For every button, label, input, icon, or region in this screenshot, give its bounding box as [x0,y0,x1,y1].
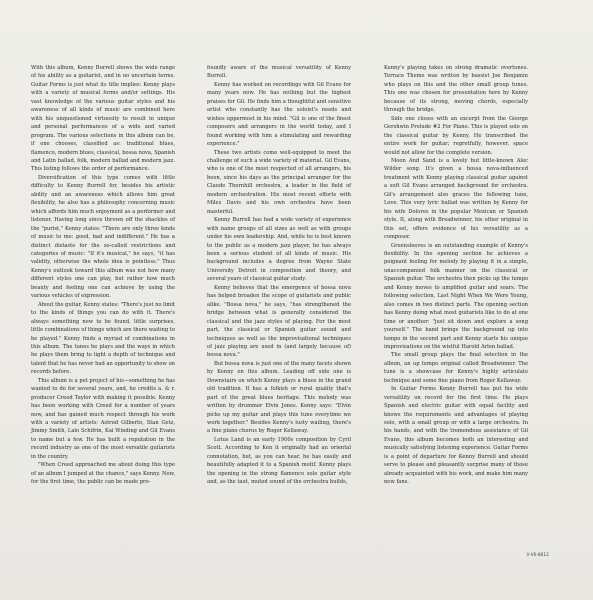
paragraph: Kenny's playing takes on strong dramatic overtones. Terrace Theme was written by bassist Joe Benjamin who plays on this and the other small group tunes. This one was chosen for presentation here by Kenny because of its strong, moving chords, especially through the bridge. [384,65,528,114]
text-column-3 [384,64,528,487]
paragraph: These two artists come well-equipped to meet the challenge of such a wide variety of material. Gil Evans, who is one of the most respected of all arrangers, his been, since his days as the principal arranger for the Claude Thornhill orchestra, a leader in the field of modern orchestration. His most recent efforts with Miles Davis and his own orchestra have been masterful. [207,149,351,215]
paragraph: foundly aware of the musical versatility of Kenny Burrell. [207,65,351,80]
text-column-2 [207,64,351,487]
paragraph: Moon And Sand is a lovely but little-known Alec Wilder song. It's given a bossa nova-influenced treatment with Kenny playing classical guitar against a soft Gil Evans arranged background for orchestra. Gil's arrangement also graces the following tune, Love. This very lyric ballad was written by Kenny for his wife Dolores in the popular Mexican or Spanish style. It, along with Breadwinner, his other original in this set, offers evidence of his versatility as a composer. [384,157,528,241]
paragraph: Kenny believes that the emergence of bossa nova has helped broaden the scope of guitarists and public alike. "Bossa nova," he says, "has strengthened the bridge between what is generally considered the classical and the jazz styles of playing. For the most part, the classical or Spanish guitar sound and techniques as well as the improvisational techniques of jazz playing are used in (and largely because of) bossa nova." [207,284,351,359]
paragraph: Lotus Land is an early 1900s composition by Cyril Scott. According to Ken it originally had an oriental connotation, but, as you can hear, he has easily and beautifully adapted it to a Spanish motif. Kenny plays the opening in the strong flamenco solo guitar style and, as the taut, muted sound of the orchestra builds, [207,436,351,486]
paragraph: The small group plays the final selection in the album, an up tempo original called Breadwinner. The tune is a showcase for Kenny's highly articulate technique and some fine piano from Roger Kellaway. [384,352,528,384]
text-column-1 [31,64,175,487]
paragraph: "When Creed approached me about doing this type of an album I jumped at the chance," says Kenny. Now, for the first time, the public can be made pro- [31,462,175,486]
paragraph: But bossa nova is just one of the many facets shown by Kenny on this album. Leading off side one is Downstairs on which Kenny plays a blues in the grand old tradition. It has a folkish or rural quality that's part of the great blues heritage. This melody was written by drummer Elvin Jones. Kenny says: "Elvin picks up my guitar and plays this tune everytime we work together." Besides Kenny's lusty wailing, there's a fine piano chorus by Roger Kellaway. [207,360,351,435]
paragraph: Greensleeves is an outstanding example of Kenny's flexibility. In the opening section he achieves a poignant feeling for melody by playing it in a simple, unaccompanied folk manner on the classical or Spanish guitar. The orchestra then picks up the tempo and Kenny moves to amplified guitar and soars. The following selection, Last Night When We Were Young, also comes in two distinct parts. The opening section has Kenny doing what most guitarists like to do at one time or another: "just sit down and explore a song yourself." The band brings the background up into tempo in the second part and Kenny starts his unique improvisations on the wistful Harold Arlen ballad. [384,242,528,350]
paragraph: About the guitar, Kenny states: "There's just no limit to the kinds of things you can do with it. There's always something new to be found, little surprises, little combinations of things which are there waiting to be played." Kenny finds a myriad of combinations in this album. The tunes he plays and the ways in which he plays them bring to light a depth of technique and talent that he has never had an opportunity to show on records before. [31,301,175,376]
catalog-number: V-V6-8612 [526,552,549,557]
paragraph: In Guitar Forms Kenny Burrell has put his wide versatility on record for the first time. He plays Spanish and electric guitar with equal facility and knows the requirements and advantages of playing solo, with a small group or with a large orchestra. In his hands, and with the tremendous assistance of Gil Evans, this album becomes both an interesting and musically satisfying listening experience. Guitar Forms is a point of departure for Kenny Burrell and should serve to please and pleasantly surprise many of those already acquainted with his work, and make him many new fans. [384,386,528,486]
paragraph: Side one closes with an excerpt from the George Gershwin Prelude #2 For Piano. This is played solo on the classical guitar by Kenny. He transcribed the entire work for guitar; regretfully, however, space would not allow for the complete version. [384,115,528,156]
paragraph: This album is a pet project of his—something he has wanted to do for several years, and, he credits a. & r. producer Creed Taylor with making it possible. Kenny has been working with Creed for a number of years now, and has gained much respect through his work with a variety of artists: Astrud Gilberto, Stan Getz, Jimmy Smith, Lalo Schifrin, Kai Winding and Gil Evans to name but a few. He has built a reputation in the record industry as one of the most versatile guitarists in the country. [31,377,175,460]
paragraph: Kenny has worked on recordings with Gil Evans for many years now. He has nothing but the highest praises for Gil. He finds him a thoughtful and sensitive artist who constantly has the soloist's needs and wishes uppermost in his mind. "Gil is one of the finest composers and arrangers in the world today, and I found working with him a stimulating and rewarding experience." [207,81,351,148]
paragraph: With this album, Kenny Burrell shows the wide range of his ability as a guitarist, and in no uncertain terms. Guitar Forms is just what its title implies: Kenny plays with a variety of musical forms and/or settings. His vast knowledge of the various guitar styles and his awareness of all kinds of music are combined here with his unquestioned virtuosity to result in unique and personal performances of a wide and varied program. The various selections in this album can be, if one chooses, classified as: traditional blues, flamenco, modern blues, classical, bossa nova, Spanish and Latin ballad, folk, modern ballad and modern jazz. This listing follows the order of performance. [31,65,176,173]
paragraph: Kenny Burrell has had a wide variety of experience with name groups of all sizes as well as with groups under his own leadership. And, while he is best known to the public as a modern jazz player, he has always been a serious student of all kinds of music. His background includes a degree from Wayne State University Detroit in composition and theory, and several years of classical guitar study. [207,217,351,283]
paragraph: Diversification of this type comes with little difficulty to Kenny Burrell for, besides his artistic ability and an awareness which allows him great flexibility, he also has a philosophy concerning music which affords him much enjoyment as a performer and listener. Having long since thrown off the shackles of the "purist," Kenny states: "There are only three kinds of music to me: good, bad and indifferent." He has a distinct distaste for the so-called restrictions and categories of music: "If it's musical," he says, "it has validity, otherwise the whole idea is pointless." Thus Kenny's outlook toward this album was not how many different styles one can play, but rather how much beauty and feeling one can achieve by using the various vehicles of expression. [31,174,175,300]
